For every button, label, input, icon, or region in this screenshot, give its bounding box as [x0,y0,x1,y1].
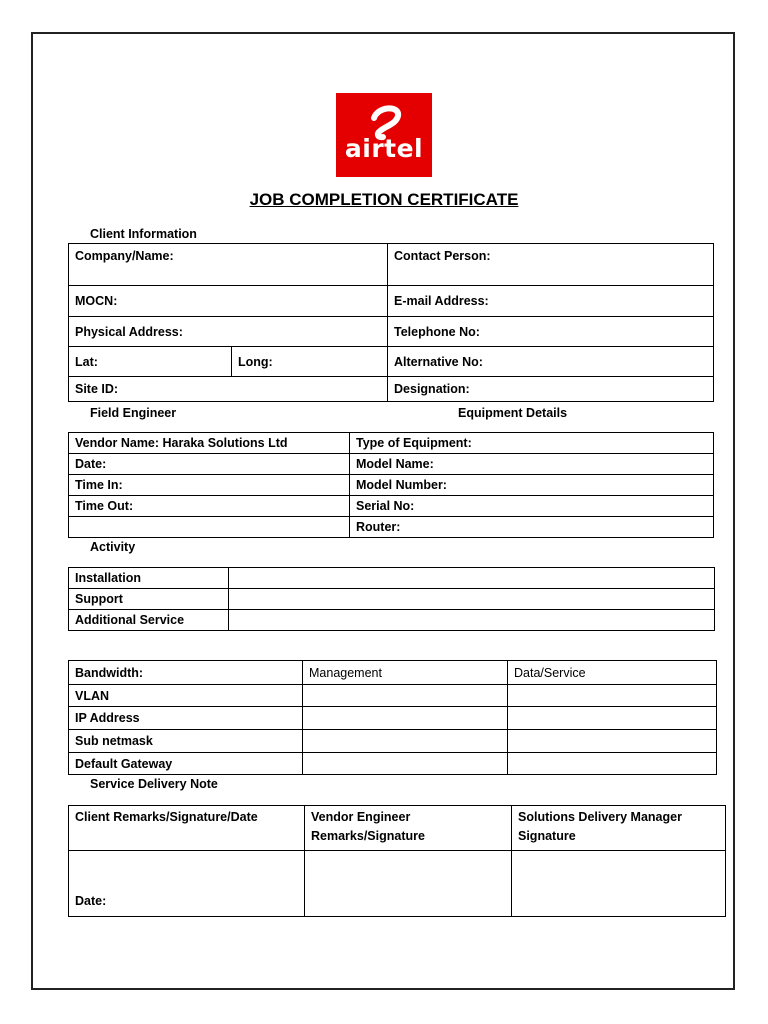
service-delivery-table [68,805,726,917]
netmask-data-value[interactable] [508,730,717,753]
network-table [68,660,717,775]
activity-additional-service: Additional Service [69,610,229,631]
engineer-equipment-table [68,432,714,538]
ip-address-row-label: IP Address [69,707,303,730]
gateway-data-value[interactable] [508,753,717,775]
activity-additional-service-value[interactable] [229,610,715,631]
equipment-details-label: Equipment Details [458,406,568,420]
router-field[interactable]: Router: [350,517,714,538]
alternative-number-field[interactable]: Alternative No: [388,347,714,377]
contact-person-field[interactable]: Contact Person: [388,244,714,286]
sub-netmask-row-label: Sub netmask [69,730,303,753]
model-name-field[interactable]: Model Name: [350,454,714,475]
time-out-field[interactable]: Time Out: [69,496,350,517]
client-signature-date-field[interactable]: Date: [69,851,305,917]
activity-label: Activity [90,540,136,554]
activity-table [68,567,715,631]
physical-address-field[interactable]: Physical Address: [69,317,388,347]
document-title: JOB COMPLETION CERTIFICATE [249,190,519,209]
client-information-label: Client Information [90,227,197,241]
serial-number-field[interactable]: Serial No: [350,496,714,517]
bandwidth-header: Bandwidth: [69,661,303,685]
ip-management-value[interactable] [303,707,508,730]
longitude-field[interactable]: Long: [232,347,388,377]
vlan-management-value[interactable] [303,685,508,707]
empty-engineer-cell[interactable] [69,517,350,538]
equipment-type-field[interactable]: Type of Equipment: [350,433,714,454]
netmask-management-value[interactable] [303,730,508,753]
field-engineer-label: Field Engineer [90,406,177,420]
company-name-field[interactable]: Company/Name: [69,244,388,286]
time-in-field[interactable]: Time In: [69,475,350,496]
email-address-field[interactable]: E-mail Address: [388,286,714,317]
ip-data-value[interactable] [508,707,717,730]
manager-signature-field[interactable] [512,851,726,917]
data-service-header: Data/Service [508,661,717,685]
default-gateway-row-label: Default Gateway [69,753,303,775]
activity-support-value[interactable] [229,589,715,610]
mocn-field[interactable]: MOCN: [69,286,388,317]
vendor-name-field[interactable]: Vendor Name: Haraka Solutions Ltd [69,433,350,454]
latitude-field[interactable]: Lat: [69,347,232,377]
model-number-field[interactable]: Model Number: [350,475,714,496]
designation-field[interactable]: Designation: [388,377,714,402]
management-header: Management [303,661,508,685]
telephone-field[interactable]: Telephone No: [388,317,714,347]
site-id-field[interactable]: Site ID: [69,377,388,402]
activity-installation: Installation [69,568,229,589]
client-remarks-header: Client Remarks/Signature/Date [69,806,305,851]
vendor-signature-field[interactable] [305,851,512,917]
engineer-date-field[interactable]: Date: [69,454,350,475]
airtel-logo-text: airtel [344,134,424,163]
vlan-data-value[interactable] [508,685,717,707]
vendor-engineer-header: Vendor Engineer Remarks/Signature [305,806,512,851]
activity-installation-value[interactable] [229,568,715,589]
client-information-table [68,243,714,402]
activity-support: Support [69,589,229,610]
vlan-row-label: VLAN [69,685,303,707]
gateway-management-value[interactable] [303,753,508,775]
delivery-manager-header: Solutions Delivery Manager Signature [512,806,726,851]
service-delivery-note-label: Service Delivery Note [90,777,218,791]
airtel-logo [336,93,432,177]
